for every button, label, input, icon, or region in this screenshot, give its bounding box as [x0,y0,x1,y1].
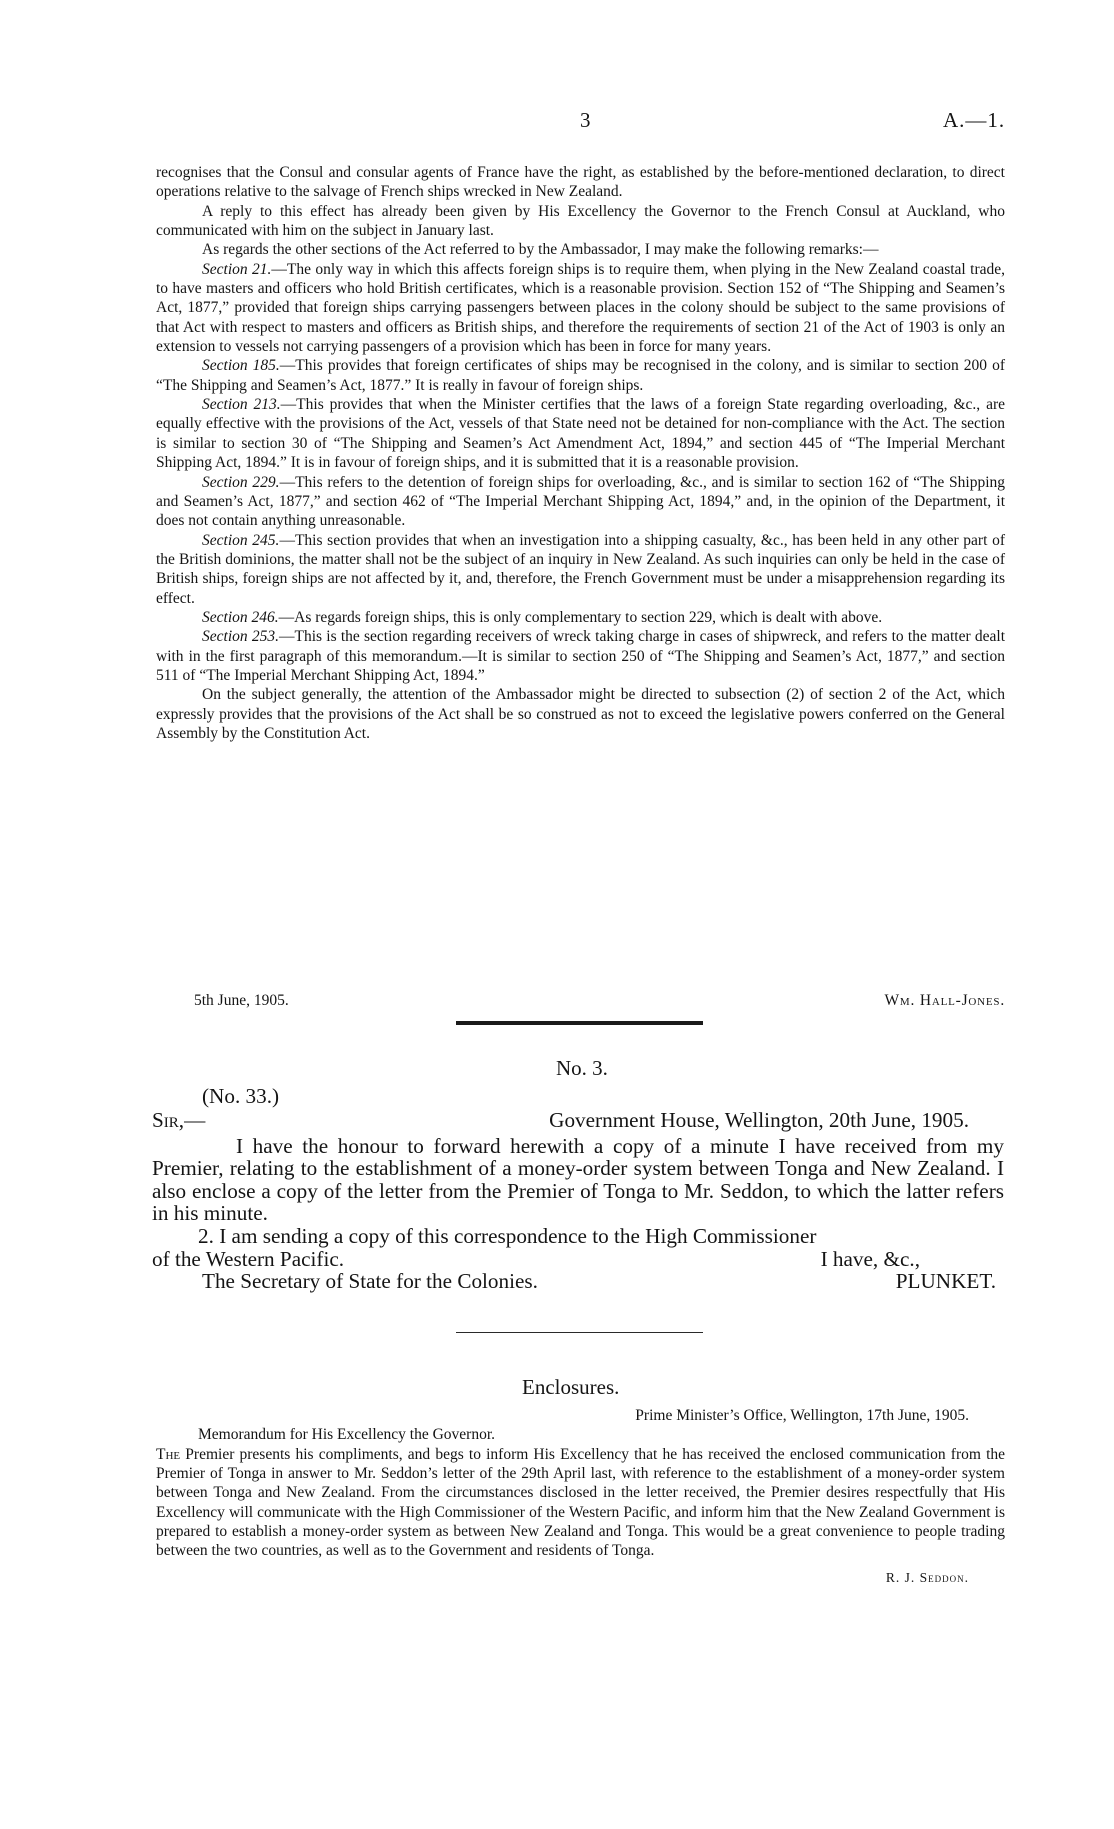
section-text: —This refers to the detention of foreign ships for overloading, &c., and is similar to section 162 of “The Shipping and Seamen’s Act, 1877,” and section 462 of “The Imperial Merchant Shipping Act, 1894,” and, in the opinion of the Department, it does not contain anything unreasonable. [156,473,1006,530]
section-label: Section 245. [202,531,280,549]
section-text: —This is the section regarding receivers of wreck taking charge in cases of shipwreck, and refers to the matter dealt with in the first paragraph of this memorandum.—It is similar to section 250 of “The Shipping and Seamen’s Act, 1877,” and section 511 of “The Imperial Merchant Shipping Act, 1894.” [156,628,1006,684]
despatch-addressee: The Secretary of State for the Colonies. [202,1269,538,1294]
enclosure-signer: R. J. Seddon. [885,1569,969,1585]
section-paragraph [156,608,1005,627]
enclosure-signer-row [156,1568,1005,1587]
despatch-closing: I have, &c., [820,1246,920,1271]
section-label: Section 185. [202,357,280,375]
section-text: —This provides that foreign certificates of ships may be recognised in the colony, and is similar to section 200 of “The Shipping and Seamen’s Act, 1877.” It is really in favour of foreign ships. [156,357,1005,394]
memo-signature-row [156,991,1005,1010]
memo-date: 5th June, 1905. [194,992,289,1009]
page-number: 3 [580,108,591,132]
section-label: Section 229. [202,473,280,491]
despatch-paragraph-2-line-1: 2. I am sending a copy of this correspondence to the High Commissioner [198,1223,817,1248]
despatch-signer: PLUNKET. [895,1269,996,1294]
section-paragraph [156,395,1005,472]
section-divider [456,1021,703,1025]
section-text: —This provides that when the Minister certifies that the laws of a foreign State regarding overloading, &c., are equally effective with the provisions of the Act, vessels of that State need not be detained for non-compliance with the Act. The section is similar to section 30 of “The Shipping and Seamen’s Act Amendment Act, 1894,” and section 445 of “The Imperial Merchant Shipping Act, 1894.” It is in favour of foreign ships, and it is submitted that it is a reasonable provision. [156,396,1005,472]
section-text: —The only way in which this affects foreign ships is to require them, when plying in the New Zealand coastal trade, to have masters and officers who hold British certificates, which is a reasonable provision. Section 152 of “The Shipping and Seamen’s Act, 1877,” provided that foreign ships carrying passengers between places in the colony should be subject to the same provisions of that Act with respect to masters and officers as British ships, and therefore the requirements of section 21 of the Act of 1903 is only an extension to vessels not carrying passengers of a provision which has been in force for many years. [156,260,1006,356]
enclosure-memo-title: Memorandum for His Excellency the Governor. [198,1426,495,1444]
series-reference: A.—1. [943,108,1006,132]
section-paragraph [156,473,1005,531]
despatch-heading: No. 3. [556,1056,608,1080]
despatch-address: Government House, Wellington, 20th June, 1905. [549,1108,969,1132]
paragraph-reply: A reply to this effect has already been given by His Excellency the Governor to the French Consul at Auckland, who communicated with him on the subject in January last. [156,202,1005,240]
section-label: Section 21. [202,260,272,278]
enclosures-heading: Enclosures. [522,1375,620,1399]
minister-memorandum [156,163,1005,743]
addressee-row [152,1270,1004,1293]
despatch-letter [152,1085,1004,1293]
enclosure-origin: Prime Minister’s Office, Wellington, 17th June, 1905. [635,1407,969,1424]
section-label: Section 253. [202,628,279,646]
section-text: —This section provides that when an investigation into a shipping casualty, &c., has been held in any other part of the British dominions, the matter shall not be the subject of an inquiry in New Zealand. As such inquiries can only be held in the case of British ships, foreign ships are not affected by it, and, therefore, the French Government must be under a misapprehension regarding its effect. [156,531,1005,607]
section-label: Section 213. [202,396,281,414]
paragraph-continuation: recognises that the Consul and consular agents of France have the right, as established by the before-mentioned declaration, to direct operations relative to the salvage of French ships wrecked in New Zealand. [156,164,1005,201]
despatch-paragraph-2-row [152,1248,1004,1271]
despatch-paragraph-1: I have the honour to forward herewith a copy of a minute I have received from my Premier, relating to the establishment of a money-order system between Tonga and New Zealand. I also enclose a copy of the letter from the Premier of Tonga to Mr. Seddon, to which the latter refers in his minute. [152,1133,1004,1226]
section-divider [456,1332,703,1333]
salutation-row [152,1109,1004,1132]
enclosure-memorandum [156,1406,1005,1587]
section-label: Section 246. [202,608,279,626]
despatch-paragraph-2-line-2: of the Western Pacific. [152,1246,345,1271]
despatch-number: (No. 33.) [202,1084,280,1108]
salutation: Sir,— [152,1108,206,1132]
section-paragraph [156,356,1005,395]
section-paragraph [156,627,1005,685]
memo-signer: Wm. Hall-Jones. [884,992,1005,1009]
enclosure-body-text: Premier presents his compliments, and begs to inform His Excellency that he has received the enclosed communication from the Premier of Tonga in answer to Mr. Seddon’s letter of the 29th April last, with reference to the establishment of a money-order system between Tonga and New Zealand. From the circumstances disclosed in the letter received, the Premier desires respectfully that His Excellency will communicate with the High Commissioner of the Western Pacific, and inform him that the New Zealand Government is prepared to establish a money-order system as between New Zealand and Tonga. This would be a great convenience to people trading between the two countries, as well as to the Government and residents of Tonga. [156,1445,1005,1560]
section-text: —As regards foreign ships, this is only complementary to section 229, which is dealt with above. [278,608,883,626]
section-paragraph [156,531,1005,608]
enclosure-lead-word: The [156,1445,181,1463]
paragraph-other-sections: As regards the other sections of the Act referred to by the Ambassador, I may make the following remarks:— [202,241,879,259]
paragraph-general: On the subject generally, the attention of the Ambassador might be directed to subsection (2) of section 2 of the Act, which expressly provides that the provisions of the Act shall be so construed as not to exceed the legislative powers conferred on the General Assembly by the Constitution Act. [156,686,1005,742]
enclosure-body [156,1445,1005,1561]
section-paragraph [156,260,1005,357]
